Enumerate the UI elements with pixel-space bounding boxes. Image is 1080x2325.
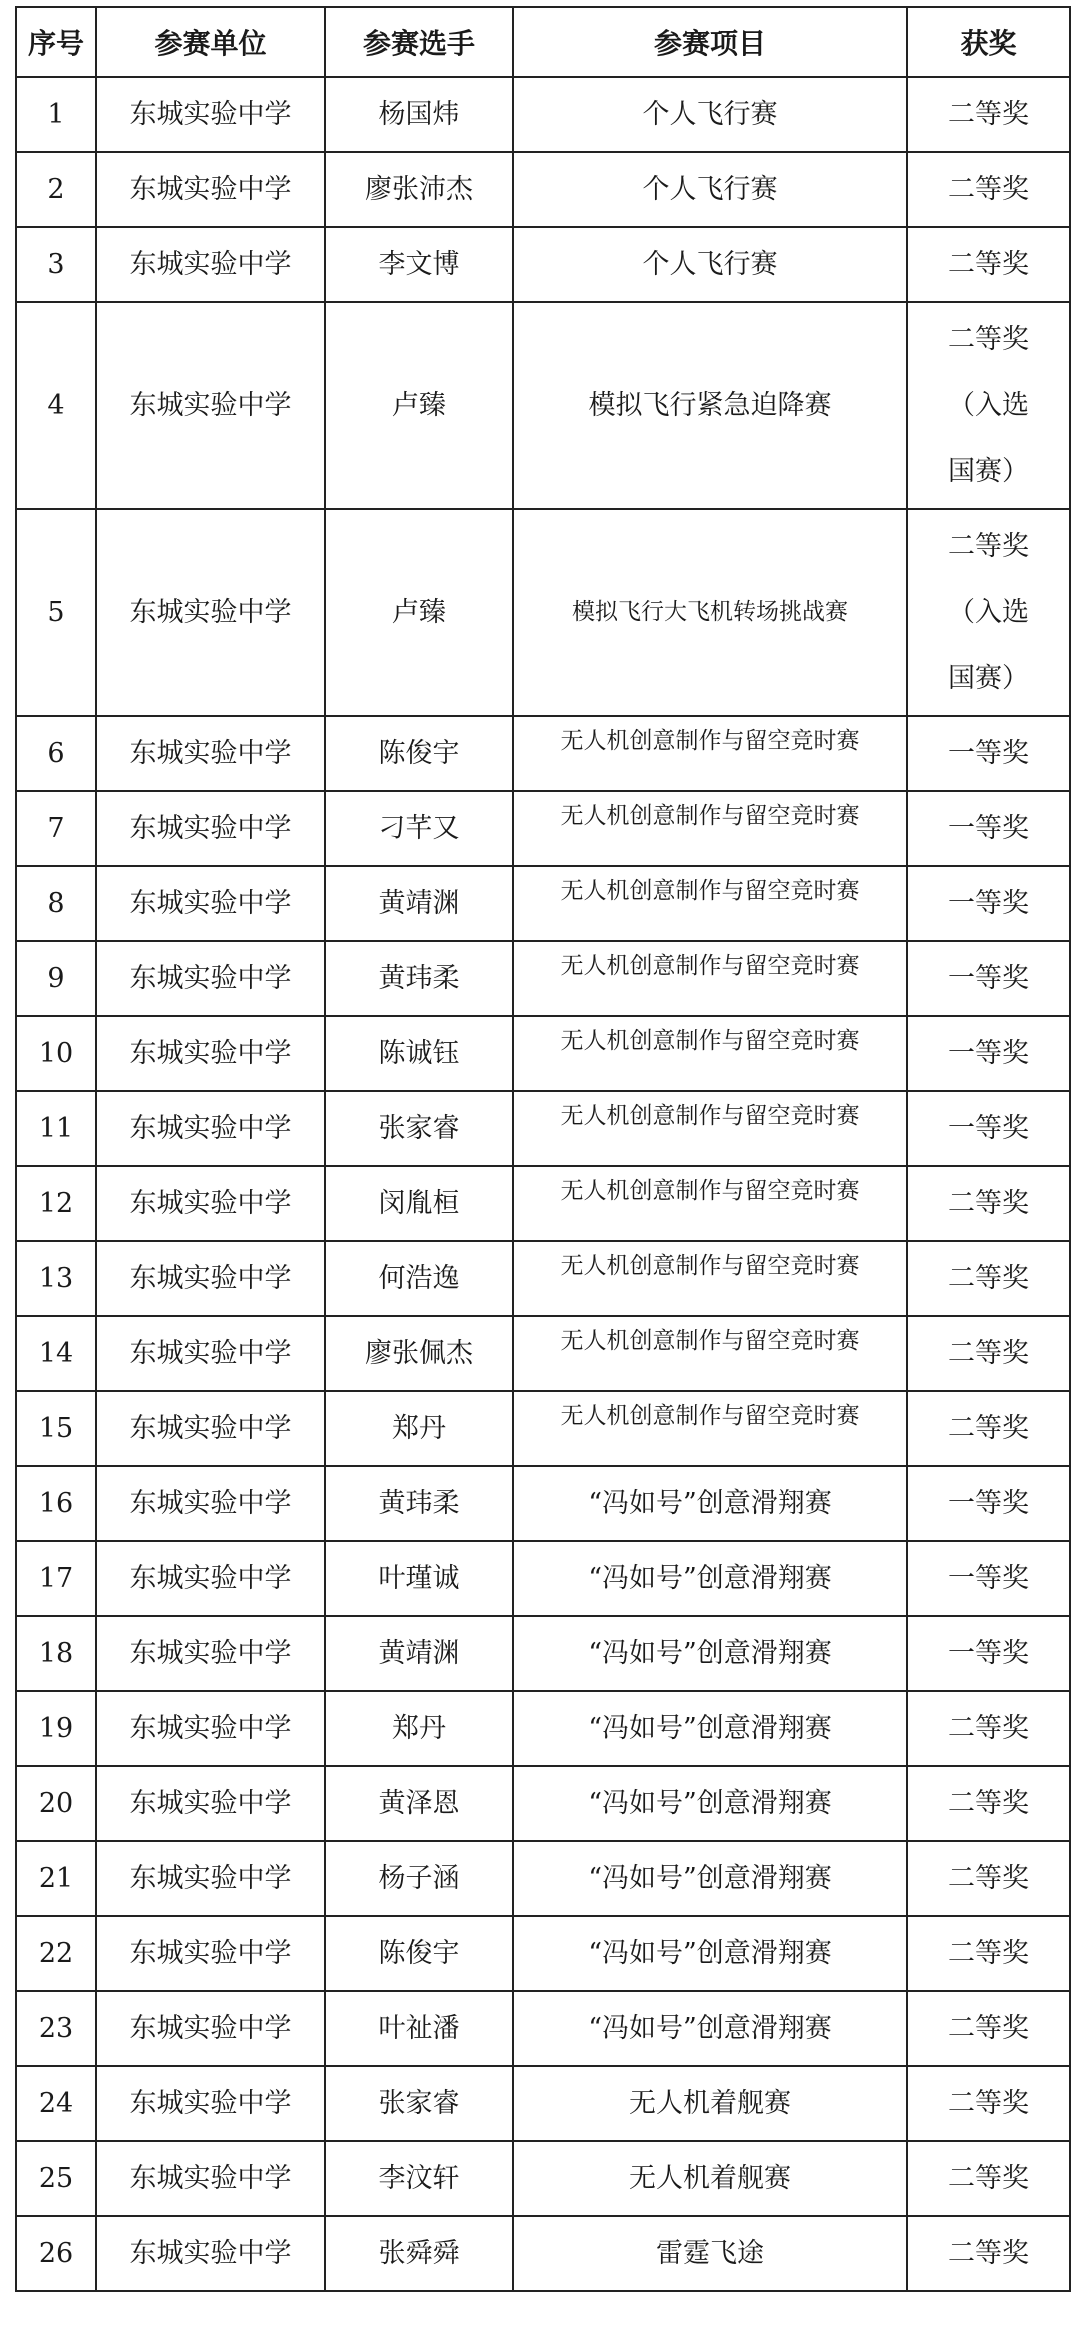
cell-player: 黄靖渊 [325,1616,513,1691]
cell-event: 无人机着舰赛 [513,2066,907,2141]
cell-no: 16 [16,1466,96,1541]
cell-unit: 东城实验中学 [96,1016,325,1091]
event-text: 无人机创意制作与留空竞时赛 [560,953,860,979]
cell-award: 一等奖 [907,1016,1070,1091]
header-award: 获奖 [907,7,1070,77]
table-row [16,2216,1070,2291]
cell-player: 李文博 [325,227,513,302]
cell-unit: 东城实验中学 [96,1466,325,1541]
cell-event: “冯如号”创意滑翔赛 [513,1466,907,1541]
cell-award: 二等奖 （入选 国赛） [907,302,1070,509]
cell-unit: 东城实验中学 [96,302,325,509]
event-text: 无人机创意制作与留空竞时赛 [560,1103,860,1129]
cell-event: “冯如号”创意滑翔赛 [513,1841,907,1916]
cell-unit: 东城实验中学 [96,1091,325,1166]
cell-unit: 东城实验中学 [96,1991,325,2066]
cell-player: 郑丹 [325,1391,513,1466]
cell-event [513,1241,907,1316]
cell-no: 26 [16,2216,96,2291]
cell-award: 二等奖 [907,1391,1070,1466]
table-row [16,1241,1070,1316]
cell-player: 卢臻 [325,302,513,509]
cell-no: 1 [16,77,96,152]
cell-no: 19 [16,1691,96,1766]
cell-award: 二等奖 [907,1166,1070,1241]
cell-no: 12 [16,1166,96,1241]
table-row [16,302,1070,509]
cell-no: 18 [16,1616,96,1691]
cell-player: 张家睿 [325,1091,513,1166]
table-row [16,1766,1070,1841]
cell-player: 闵胤桓 [325,1166,513,1241]
cell-event [513,941,907,1016]
cell-event [513,716,907,791]
cell-no: 17 [16,1541,96,1616]
cell-unit: 东城实验中学 [96,77,325,152]
cell-event: “冯如号”创意滑翔赛 [513,1766,907,1841]
cell-event: 雷霆飞途 [513,2216,907,2291]
cell-no: 15 [16,1391,96,1466]
table-row [16,1391,1070,1466]
event-text: 无人机创意制作与留空竞时赛 [560,1178,860,1204]
cell-unit: 东城实验中学 [96,716,325,791]
cell-event: 模拟飞行紧急迫降赛 [513,302,907,509]
cell-no: 24 [16,2066,96,2141]
cell-event [513,1391,907,1466]
cell-unit: 东城实验中学 [96,1766,325,1841]
table-row [16,77,1070,152]
event-text: 无人机创意制作与留空竞时赛 [560,803,860,829]
table-row [16,2141,1070,2216]
cell-no: 10 [16,1016,96,1091]
cell-event: 模拟飞行大飞机转场挑战赛 [513,509,907,716]
cell-unit: 东城实验中学 [96,1241,325,1316]
cell-no: 22 [16,1916,96,1991]
header-unit: 参赛单位 [96,7,325,77]
cell-award: 二等奖 [907,2141,1070,2216]
cell-player: 黄泽恩 [325,1766,513,1841]
cell-no: 2 [16,152,96,227]
cell-award: 一等奖 [907,941,1070,1016]
event-text: 无人机创意制作与留空竞时赛 [560,1328,860,1354]
cell-event [513,791,907,866]
cell-player: 张舜舜 [325,2216,513,2291]
header-event: 参赛项目 [513,7,907,77]
cell-no: 11 [16,1091,96,1166]
cell-event: “冯如号”创意滑翔赛 [513,1991,907,2066]
cell-award: 一等奖 [907,1541,1070,1616]
cell-award: 二等奖 [907,2216,1070,2291]
cell-no: 7 [16,791,96,866]
table-row [16,866,1070,941]
cell-no: 13 [16,1241,96,1316]
cell-no: 23 [16,1991,96,2066]
cell-no: 25 [16,2141,96,2216]
table-row [16,1091,1070,1166]
cell-award: 二等奖 [907,1841,1070,1916]
cell-unit: 东城实验中学 [96,941,325,1016]
cell-award: 二等奖 （入选 国赛） [907,509,1070,716]
table-row [16,152,1070,227]
table-row [16,1841,1070,1916]
cell-player: 陈诚钰 [325,1016,513,1091]
cell-no: 5 [16,509,96,716]
cell-event [513,1166,907,1241]
cell-award: 一等奖 [907,866,1070,941]
cell-award: 一等奖 [907,791,1070,866]
cell-event: 无人机着舰赛 [513,2141,907,2216]
cell-player: 廖张沛杰 [325,152,513,227]
cell-player: 张家睿 [325,2066,513,2141]
table-row [16,941,1070,1016]
cell-no: 20 [16,1766,96,1841]
cell-unit: 东城实验中学 [96,1541,325,1616]
cell-unit: 东城实验中学 [96,866,325,941]
table-row [16,1991,1070,2066]
table-header-row [16,7,1070,77]
table-body [16,77,1070,2291]
cell-award: 二等奖 [907,1241,1070,1316]
table-row [16,1166,1070,1241]
cell-event: 个人飞行赛 [513,227,907,302]
cell-unit: 东城实验中学 [96,2141,325,2216]
cell-event: “冯如号”创意滑翔赛 [513,1691,907,1766]
event-text: 无人机创意制作与留空竞时赛 [560,878,860,904]
cell-unit: 东城实验中学 [96,1166,325,1241]
cell-unit: 东城实验中学 [96,509,325,716]
cell-player: 黄玮柔 [325,1466,513,1541]
cell-unit: 东城实验中学 [96,2216,325,2291]
header-player: 参赛选手 [325,7,513,77]
cell-unit: 东城实验中学 [96,1841,325,1916]
cell-no: 21 [16,1841,96,1916]
cell-player: 刁芊又 [325,791,513,866]
event-text: 无人机创意制作与留空竞时赛 [560,728,860,754]
cell-event: “冯如号”创意滑翔赛 [513,1916,907,1991]
table-row [16,1691,1070,1766]
cell-player: 卢臻 [325,509,513,716]
table-row [16,1541,1070,1616]
cell-unit: 东城实验中学 [96,1391,325,1466]
cell-event [513,1091,907,1166]
cell-player: 叶祉潘 [325,1991,513,2066]
cell-player: 杨子涵 [325,1841,513,1916]
table-row [16,716,1070,791]
cell-no: 8 [16,866,96,941]
cell-no: 4 [16,302,96,509]
table-row [16,791,1070,866]
cell-no: 3 [16,227,96,302]
table-row [16,509,1070,716]
cell-event: 个人飞行赛 [513,77,907,152]
cell-award: 一等奖 [907,1466,1070,1541]
table-row [16,1316,1070,1391]
cell-unit: 东城实验中学 [96,1691,325,1766]
event-text: 无人机创意制作与留空竞时赛 [560,1028,860,1054]
award-table [15,6,1071,2292]
cell-event: “冯如号”创意滑翔赛 [513,1616,907,1691]
cell-award: 一等奖 [907,1091,1070,1166]
cell-event [513,1016,907,1091]
cell-award: 二等奖 [907,152,1070,227]
event-text: 无人机创意制作与留空竞时赛 [560,1403,860,1429]
cell-player: 陈俊宇 [325,716,513,791]
cell-player: 叶瑾诚 [325,1541,513,1616]
cell-player: 何浩逸 [325,1241,513,1316]
cell-no: 9 [16,941,96,1016]
cell-award: 二等奖 [907,1766,1070,1841]
cell-award: 一等奖 [907,1616,1070,1691]
cell-player: 郑丹 [325,1691,513,1766]
cell-player: 黄靖渊 [325,866,513,941]
cell-award: 二等奖 [907,1316,1070,1391]
cell-player: 陈俊宇 [325,1916,513,1991]
cell-event: “冯如号”创意滑翔赛 [513,1541,907,1616]
header-no: 序号 [16,7,96,77]
cell-unit: 东城实验中学 [96,152,325,227]
cell-event [513,866,907,941]
cell-player: 廖张佩杰 [325,1316,513,1391]
cell-award: 二等奖 [907,2066,1070,2141]
cell-event: 个人飞行赛 [513,152,907,227]
cell-award: 二等奖 [907,1991,1070,2066]
cell-player: 李汶轩 [325,2141,513,2216]
table-row [16,1016,1070,1091]
table-row [16,1916,1070,1991]
cell-award: 二等奖 [907,1916,1070,1991]
cell-event [513,1316,907,1391]
cell-unit: 东城实验中学 [96,2066,325,2141]
cell-unit: 东城实验中学 [96,227,325,302]
cell-player: 黄玮柔 [325,941,513,1016]
cell-no: 6 [16,716,96,791]
table-row [16,227,1070,302]
cell-unit: 东城实验中学 [96,1616,325,1691]
cell-player: 杨国炜 [325,77,513,152]
cell-unit: 东城实验中学 [96,1316,325,1391]
cell-award: 二等奖 [907,227,1070,302]
table-row [16,2066,1070,2141]
cell-no: 14 [16,1316,96,1391]
table-row [16,1466,1070,1541]
cell-award: 二等奖 [907,77,1070,152]
cell-award: 一等奖 [907,716,1070,791]
table-row [16,1616,1070,1691]
cell-unit: 东城实验中学 [96,1916,325,1991]
event-text: 无人机创意制作与留空竞时赛 [560,1253,860,1279]
cell-award: 二等奖 [907,1691,1070,1766]
cell-unit: 东城实验中学 [96,791,325,866]
